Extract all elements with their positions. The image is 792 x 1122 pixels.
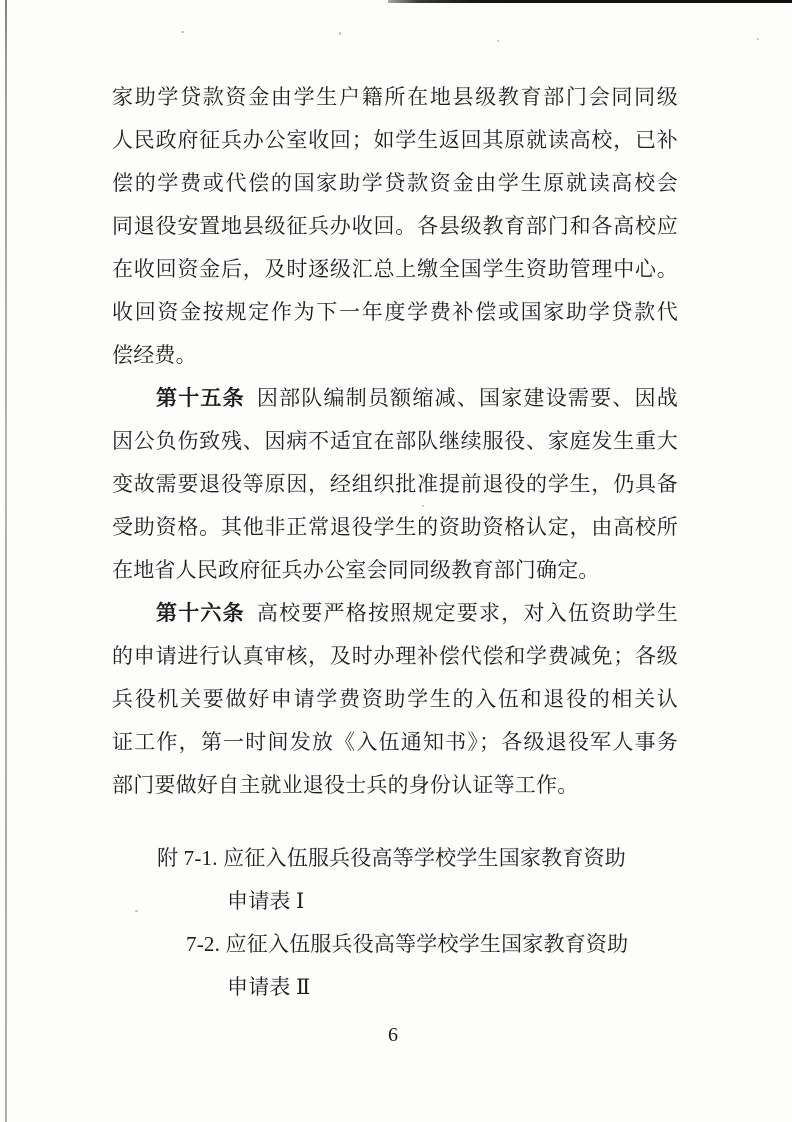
body-line [112,721,678,764]
line-text: 部门要做好自主就业退役士兵的身份认证等工作。 [112,773,579,797]
line-text: 在地省人民政府征兵办公室会同同级教育部门确定。 [112,558,600,582]
body-line [112,420,678,463]
line-text: 家助学贷款资金由学生户籍所在地县级教育部门会同同级 [112,85,678,109]
line-text: 同退役安置地县级征兵办收回。各县级教育部门和各高校应 [112,214,678,238]
line-text: 收回资金按规定作为下一年度学费补偿或国家助学贷款代 [112,300,678,324]
attachment-list [112,837,732,1009]
attachment-line [227,880,732,923]
article-number-bold: 第十六条 [156,601,245,625]
attachment-line [157,837,732,880]
line-text: 受助资格。其他非正常退役学生的资助资格认定，由高校所 [112,515,678,539]
body-line [112,764,678,807]
attachment-line-text: 申请表 Ⅱ [227,975,311,999]
attachment-line-text: 附 7-1. 应征入伍服兵役高等学校学生国家教育资助 [157,846,626,870]
body-line [112,377,678,420]
body-line [112,205,678,248]
line-text: 高校要严格按照规定要求，对入伍资助学生 [256,601,678,625]
line-text: 兵役机关要做好申请学费资助学生的入伍和退役的相关认 [112,687,678,711]
attachment-line-text: 申请表 Ⅰ [227,889,305,913]
body-line [112,678,678,721]
scan-line-artifact-left [5,0,7,1122]
line-text: 变故需要退役等原因，经组织批准提前退役的学生，仍具备 [112,472,678,496]
body-line [112,119,678,162]
body-line [112,592,678,635]
ink-speck [497,40,499,42]
scan-edge-artifact-top [388,0,792,3]
article-number-bold: 第十五条 [156,386,245,410]
page-number: 6 [388,1024,398,1046]
body-line [112,549,678,592]
body-line [112,162,678,205]
attachment-line [186,923,732,966]
line-text: 因部队编制员额缩减、国家建设需要、因战 [256,386,678,410]
line-text: 的申请进行认真审核，及时办理补偿代偿和学费减免；各级 [112,644,678,668]
line-text: 偿的学费或代偿的国家助学贷款资金由学生原就读高校会 [112,171,678,195]
ink-speck [181,31,184,33]
line-text: 偿经费。 [112,343,197,367]
line-text: 因公负伤致残、因病不适宜在部队继续服役、家庭发生重大 [112,429,678,453]
body-line [112,291,678,334]
ink-speck [757,38,759,40]
line-text: 在收回资金后，及时逐级汇总上缴全国学生资助管理中心。 [112,257,678,281]
body-line [112,76,678,119]
line-text: 人民政府征兵办公室收回；如学生返回其原就读高校，已补 [112,128,678,152]
body-line [112,506,678,549]
body-line [112,463,678,506]
attachment-line-text: 7-2. 应征入伍服兵役高等学校学生国家教育资助 [186,932,629,956]
body-line [112,248,678,291]
body-line [112,635,678,678]
line-text: 证工作，第一时间发放《入伍通知书》；各级退役军人事务 [112,730,678,754]
attachment-line [227,966,732,1009]
ink-speck [339,32,341,35]
body-line [112,334,678,377]
document-body [112,76,678,807]
